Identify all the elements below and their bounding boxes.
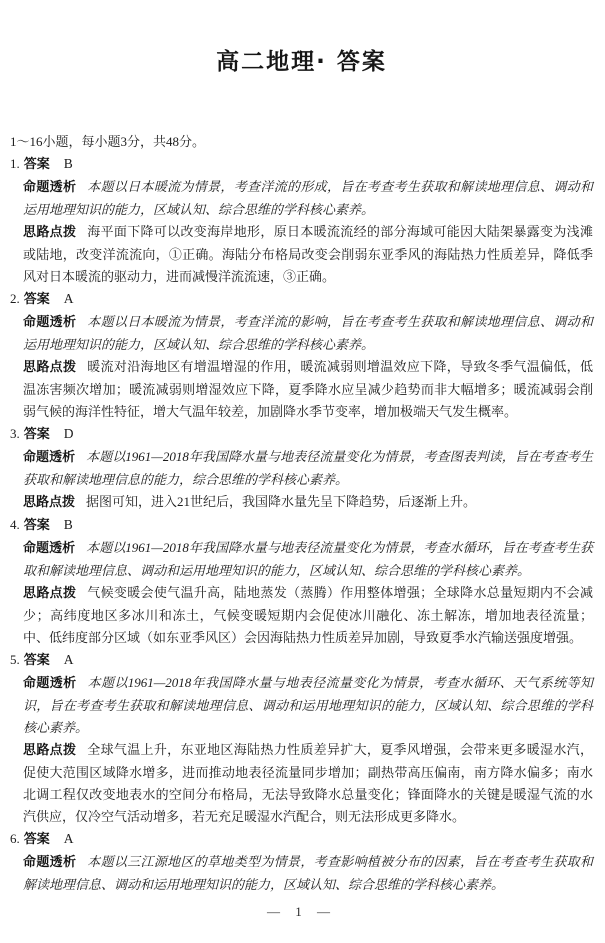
question-number: 6. (10, 831, 20, 846)
analysis-label: 命题透析 (23, 855, 77, 870)
hint-paragraph (23, 221, 593, 288)
answer-value: A (63, 652, 74, 667)
hint-label: 思路点拨 (23, 225, 77, 240)
analysis-label: 命题透析 (23, 180, 77, 195)
answer-line (10, 649, 593, 672)
answer-label: 答案 (23, 157, 50, 172)
analysis-paragraph (23, 672, 593, 739)
hint-text: 暖流对沿海地区有增温增湿的作用，暖流减弱则增温效应下降，导致冬季气温偏低，低温冻害频次增加；暖流减弱则增湿效应下降，夏季降水应呈减少趋势而非大幅增多；暖流减弱会削弱气候的海洋性特征，增大气温年较差，加剧降水季节变率，增加极端天气发生概率。 (23, 359, 593, 419)
analysis-text: 本题以1961—2018年我国降水量与地表径流量变化为情景，考查图表判读，旨在考查考生获取和解读地理信息的能力，综合思维的学科核心素养。 (23, 449, 593, 487)
hint-text: 海平面下降可以改变海岸地形，原日本暖流流经的部分海域可能因大陆架暴露变为浅滩或陆地，改变洋流流向，①正确。海陆分布格局改变会削弱东亚季风的海陆热力性质差异，降低季风对日本暖流的驱动力，进而减慢洋流流速，③正确。 (23, 224, 593, 284)
answer-line (10, 423, 593, 446)
analysis-paragraph (23, 537, 593, 582)
page-number: — 1 — (267, 904, 336, 919)
hint-label: 思路点拨 (23, 586, 77, 601)
answer-line (10, 514, 593, 537)
answer-value: B (63, 156, 73, 171)
page-title: 高二地理· 答案 (216, 49, 387, 75)
answer-line (10, 153, 593, 176)
question-number: 5. (10, 652, 20, 667)
answer-line (10, 288, 593, 311)
analysis-label: 命题透析 (23, 450, 76, 465)
question-block (10, 514, 593, 649)
hint-paragraph (23, 739, 593, 828)
analysis-text: 本题以1961—2018年我国降水量与地表径流量变化为情景，考查水循环，旨在考查考生获取和解读地理信息、调动和运用地理知识的能力，区域认知、综合思维的学科核心素养。 (23, 540, 593, 578)
question-block (10, 153, 593, 288)
answer-value: B (63, 517, 73, 532)
question-number: 4. (10, 517, 20, 532)
analysis-paragraph (23, 311, 593, 356)
answer-value: D (63, 426, 74, 441)
analysis-paragraph (23, 176, 593, 221)
answer-label: 答案 (23, 518, 50, 533)
analysis-text: 本题以三江源地区的草地类型为情景，考查影响植被分布的因素，旨在考查考生获取和解读地理信息、调动和运用地理知识的能力，区域认知、综合思维的学科核心素养。 (23, 854, 593, 892)
hint-paragraph (23, 582, 593, 649)
question-block (10, 828, 593, 896)
analysis-paragraph (23, 851, 593, 896)
hint-text: 气候变暖会使气温升高，陆地蒸发（蒸腾）作用整体增强；全球降水总量短期内不会减少；高纬度地区多冰川和冻土，气候变暖短期内会促使冰川融化、冻土解冻，增加地表径流量；中、低纬度部分区域（如东亚季风区）会因海陆热力性质差异加剧，导致夏季水汽输送强度增强。 (23, 585, 593, 645)
answer-value: A (63, 291, 74, 306)
section-score-note: 1～16小题，每小题3分，共48分。 (10, 134, 206, 149)
question-block (10, 649, 593, 828)
analysis-paragraph (23, 446, 593, 491)
question-number: 3. (10, 426, 20, 441)
answer-value: A (63, 831, 74, 846)
hint-label: 思路点拨 (23, 495, 76, 510)
analysis-text: 本题以1961—2018年我国降水量与地表径流量变化为情景，考查水循环、天气系统等知识，旨在考查考生获取和解读地理信息、调动和运用地理知识的能力，区域认知、综合思维的学科核心素养。 (23, 675, 593, 735)
answer-label: 答案 (23, 427, 50, 442)
hint-paragraph (23, 356, 593, 423)
answer-sheet-page (0, 48, 605, 943)
question-block (10, 423, 593, 514)
hint-label: 思路点拨 (23, 743, 77, 758)
answer-label: 答案 (23, 653, 50, 668)
answer-label: 答案 (23, 832, 50, 847)
hint-text: 据图可知，进入21世纪后，我国降水量先呈下降趋势，后逐渐上升。 (86, 494, 477, 509)
analysis-text: 本题以日本暖流为情景，考查洋流的影响，旨在考查考生获取和解读地理信息、调动和运用地理知识的能力，区域认知、综合思维的学科核心素养。 (23, 314, 593, 352)
question-number: 1. (10, 156, 20, 171)
answer-label: 答案 (23, 292, 50, 307)
question-block (10, 288, 593, 423)
analysis-label: 命题透析 (23, 315, 77, 330)
answer-line (10, 828, 593, 851)
hint-text: 全球气温上升，东亚地区海陆热力性质差异扩大，夏季风增强，会带来更多暖湿水汽，促使大范围区域降水增多，进而推动地表径流量同步增加；副热带高压偏南，南方降水偏多；南水北调工程仅改变地表水的空间分布格局，无法导致降水总量变化；锋面降水的关键是暖湿气流的水汽供应，仅冷空气活动增多，若无充足暖湿水汽配合，则无法形成更多降水。 (23, 742, 593, 824)
hint-paragraph (23, 491, 593, 514)
analysis-text: 本题以日本暖流为情景，考查洋流的形成，旨在考查考生获取和解读地理信息、调动和运用地理知识的能力，区域认知、综合思维的学科核心素养。 (23, 179, 593, 217)
hint-label: 思路点拨 (23, 360, 77, 375)
question-number: 2. (10, 291, 20, 306)
analysis-label: 命题透析 (23, 676, 77, 691)
questions-list (10, 153, 593, 896)
analysis-label: 命题透析 (23, 541, 76, 556)
